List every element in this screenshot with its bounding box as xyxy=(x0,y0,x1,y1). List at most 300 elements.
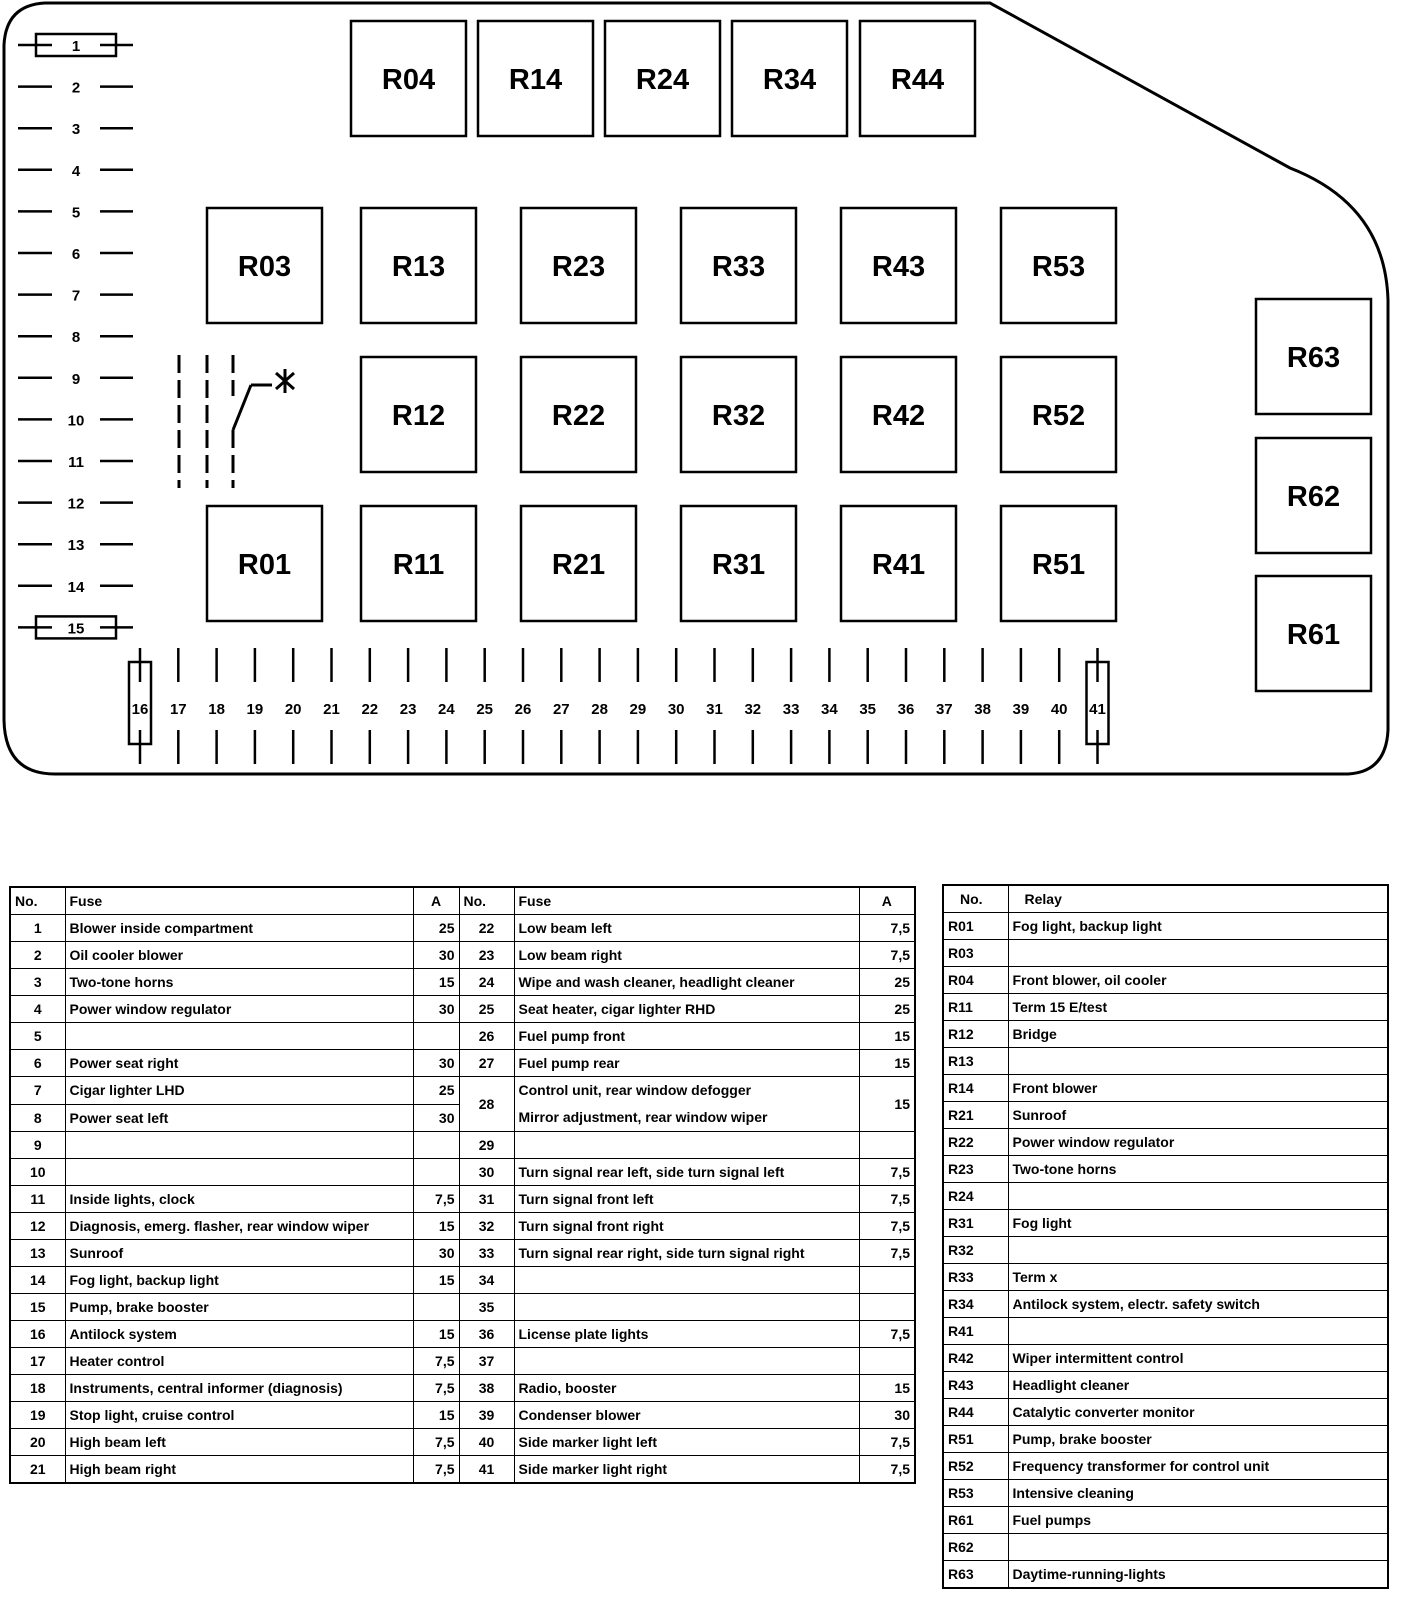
fuse-number: 11 xyxy=(68,454,84,471)
relay-desc-cell: Headlight cleaner xyxy=(1008,1372,1388,1399)
fuse-amp-cell xyxy=(859,1294,915,1321)
fuse-amp-cell: 7,5 xyxy=(859,1456,915,1484)
fuse-27 xyxy=(553,648,570,764)
header-no: No. xyxy=(459,887,514,915)
relay-label: R52 xyxy=(1031,400,1086,432)
fuse-desc-cell: Seat heater, cigar lighter RHD xyxy=(514,996,859,1023)
relay-desc-cell xyxy=(1008,1048,1388,1075)
fuse-amp-cell: 7,5 xyxy=(413,1375,459,1402)
relay-no-cell: R34 xyxy=(943,1291,1008,1318)
fuse-amp-cell xyxy=(413,1294,459,1321)
header-no: No. xyxy=(943,885,1008,913)
fuse-no-cell: 8 xyxy=(10,1104,65,1132)
fuse-no-cell: 21 xyxy=(10,1456,65,1484)
table-row xyxy=(943,1129,1388,1156)
fuse-number: 29 xyxy=(629,701,647,718)
relay-desc-cell: Fog light xyxy=(1008,1210,1388,1237)
relay-r62 xyxy=(1256,438,1371,553)
fuse-8 xyxy=(18,329,133,346)
fuse-desc-cell: Cigar lighter LHD xyxy=(65,1077,413,1105)
fuse-desc-cell: Low beam right xyxy=(514,942,859,969)
fuse-35 xyxy=(859,648,876,764)
fuse-desc-cell: Turn signal front right xyxy=(514,1213,859,1240)
fuse-number: 32 xyxy=(744,701,762,718)
fuse-number: 20 xyxy=(284,701,302,718)
relay-desc-cell: Front blower, oil cooler xyxy=(1008,967,1388,994)
fuse-amp-cell: 15 xyxy=(413,1267,459,1294)
fuse-amp-cell: 15 xyxy=(413,969,459,996)
fuse-desc-cell: Fog light, backup light xyxy=(65,1267,413,1294)
switch-symbol xyxy=(179,355,294,488)
relay-desc-cell: Term 15 E/test xyxy=(1008,994,1388,1021)
fuse-number: 19 xyxy=(246,701,264,718)
fuse-23 xyxy=(400,648,417,764)
table-row xyxy=(10,1402,915,1429)
fuse-desc-cell: Turn signal front left xyxy=(514,1186,859,1213)
fuse-amp-cell: 15 xyxy=(413,1213,459,1240)
fuse-31 xyxy=(706,648,723,764)
relay-no-cell: R41 xyxy=(943,1318,1008,1345)
fuse-amp-cell: 25 xyxy=(413,1077,459,1105)
fuse-desc-cell: Turn signal rear left, side turn signal left xyxy=(514,1159,859,1186)
table-row xyxy=(943,994,1388,1021)
relay-label: R14 xyxy=(508,64,563,96)
fuse-22 xyxy=(361,648,378,764)
table-row xyxy=(943,1048,1388,1075)
fuse-number: 23 xyxy=(399,701,417,718)
fuse-40 xyxy=(1051,648,1068,764)
fuse-no-cell: 39 xyxy=(459,1402,514,1429)
fuse-no-cell: 37 xyxy=(459,1348,514,1375)
fuse-number: 22 xyxy=(361,701,379,718)
fuse-desc-cell: Side marker light right xyxy=(514,1456,859,1484)
table-row xyxy=(943,967,1388,994)
fuse-amp-cell: 7,5 xyxy=(413,1186,459,1213)
fuse-amp-cell xyxy=(859,1348,915,1375)
relay-no-cell: R11 xyxy=(943,994,1008,1021)
fuse-no-cell: 23 xyxy=(459,942,514,969)
fuse-amp-cell: 30 xyxy=(413,942,459,969)
fuse-no-cell: 24 xyxy=(459,969,514,996)
relay-r03 xyxy=(207,208,322,323)
fuse-no-cell: 36 xyxy=(459,1321,514,1348)
fuse-28 xyxy=(591,648,608,764)
fuse-no-cell: 33 xyxy=(459,1240,514,1267)
relay-no-cell: R52 xyxy=(943,1453,1008,1480)
fuse-number: 9 xyxy=(71,370,81,388)
fuse-number: 30 xyxy=(667,701,685,718)
fuse-number: 10 xyxy=(67,412,85,430)
fuse-amp-cell xyxy=(413,1023,459,1050)
relay-desc-cell xyxy=(1008,940,1388,967)
fuse-desc-cell xyxy=(514,1294,859,1321)
fuse-desc-cell: Fuel pump rear xyxy=(514,1050,859,1077)
relay-r63 xyxy=(1256,299,1371,414)
relay-r22 xyxy=(521,357,636,472)
fuse-desc-cell: Low beam left xyxy=(514,915,859,942)
fuse-amp-cell: 7,5 xyxy=(859,1321,915,1348)
fuse-no-cell: 10 xyxy=(10,1159,65,1186)
table-row xyxy=(943,913,1388,940)
fuse-desc-cell: Blower inside compartment xyxy=(65,915,413,942)
fuse-desc-cell: Power seat right xyxy=(65,1050,413,1077)
fuse-desc-cell xyxy=(65,1023,413,1050)
fuse-no-cell: 26 xyxy=(459,1023,514,1050)
relay-label: R31 xyxy=(711,549,766,581)
fuse-desc-line: Mirror adjustment, rear window wiper xyxy=(518,1109,768,1125)
relay-label: R21 xyxy=(551,549,606,581)
fuse-no-cell: 15 xyxy=(10,1294,65,1321)
fuse-amp-cell: 7,5 xyxy=(859,1240,915,1267)
relay-no-cell: R32 xyxy=(943,1237,1008,1264)
fuse-no-cell: 29 xyxy=(459,1132,514,1159)
fuse-number: 31 xyxy=(706,701,723,718)
fuse-desc-cell: Instruments, central informer (diagnosis) xyxy=(65,1375,413,1402)
table-row xyxy=(943,1156,1388,1183)
relay-label: R03 xyxy=(237,251,292,283)
fuse-no-cell: 22 xyxy=(459,915,514,942)
fuse-number: 6 xyxy=(71,246,81,263)
fuse-desc-cell: Power window regulator xyxy=(65,996,413,1023)
fuse-amp-cell: 15 xyxy=(859,1050,915,1077)
fuse-amp-cell: 7,5 xyxy=(413,1429,459,1456)
table-row xyxy=(10,1077,915,1105)
fuse-39 xyxy=(1013,648,1030,764)
fuse-amp-cell: 15 xyxy=(413,1402,459,1429)
table-row xyxy=(10,1456,915,1484)
table-row xyxy=(10,1267,915,1294)
fuse-no-cell: 4 xyxy=(10,996,65,1023)
fuse-number: 3 xyxy=(71,121,81,139)
relay-label: R01 xyxy=(237,549,292,581)
fuse-number: 38 xyxy=(974,701,991,718)
fuse-desc-cell xyxy=(514,1348,859,1375)
relay-desc-cell: Frequency transformer for control unit xyxy=(1008,1453,1388,1480)
relay-no-cell: R01 xyxy=(943,913,1008,940)
fuse-desc-cell: Inside lights, clock xyxy=(65,1186,413,1213)
table-row xyxy=(943,1480,1388,1507)
fuse-desc-cell xyxy=(65,1132,413,1159)
relay-r34 xyxy=(732,21,847,136)
table-row xyxy=(10,1186,915,1213)
table-row xyxy=(10,1240,915,1267)
fuse-amp-cell: 7,5 xyxy=(859,915,915,942)
relay-no-cell: R12 xyxy=(943,1021,1008,1048)
relay-no-cell: R44 xyxy=(943,1399,1008,1426)
relay-r12 xyxy=(361,357,476,472)
fuse-37 xyxy=(936,648,953,764)
table-row xyxy=(943,1561,1388,1589)
relay-label: R33 xyxy=(711,251,766,283)
relay-r14 xyxy=(478,21,593,136)
relay-label: R22 xyxy=(551,400,606,432)
fuse-number: 2 xyxy=(71,79,81,97)
relay-label: R53 xyxy=(1031,251,1086,283)
fuse-desc-cell: Two-tone horns xyxy=(65,969,413,996)
fuse-13 xyxy=(18,537,133,554)
fuse-amp-cell: 15 xyxy=(859,1077,915,1132)
fuse-no-cell: 3 xyxy=(10,969,65,996)
fuse-number: 40 xyxy=(1050,701,1068,718)
fuse-7 xyxy=(18,288,133,305)
table-row xyxy=(10,1429,915,1456)
fuse-12 xyxy=(18,496,133,513)
table-row xyxy=(943,940,1388,967)
fuse-desc-cell: License plate lights xyxy=(514,1321,859,1348)
table-row xyxy=(943,1210,1388,1237)
fuse-amp-cell: 15 xyxy=(859,1023,915,1050)
table-row xyxy=(943,1075,1388,1102)
relay-no-cell: R62 xyxy=(943,1534,1008,1561)
fuse-number: 25 xyxy=(476,701,494,718)
table-row xyxy=(943,1237,1388,1264)
header-fuse: Fuse xyxy=(65,887,413,915)
fuse-no-cell: 32 xyxy=(459,1213,514,1240)
relay-r43 xyxy=(841,208,956,323)
relay-r13 xyxy=(361,208,476,323)
fuse-number: 13 xyxy=(67,537,85,555)
table-row xyxy=(10,1132,915,1159)
fuse-desc-cell: Pump, brake booster xyxy=(65,1294,413,1321)
fuse-number: 18 xyxy=(208,701,225,718)
fuse-number: 27 xyxy=(552,701,570,718)
fuse-amp-cell: 7,5 xyxy=(859,942,915,969)
table-row xyxy=(943,1291,1388,1318)
fuse-no-cell: 1 xyxy=(10,915,65,942)
relay-no-cell: R13 xyxy=(943,1048,1008,1075)
fuse-21 xyxy=(323,648,340,764)
fuse-amp-cell: 30 xyxy=(413,1050,459,1077)
fuse-desc-cell: Radio, booster xyxy=(514,1375,859,1402)
fuse-number: 16 xyxy=(131,701,149,718)
relay-label: R11 xyxy=(392,549,445,581)
fuse-4 xyxy=(18,163,133,180)
header-fuse: Fuse xyxy=(514,887,859,915)
fuse-amp-cell: 25 xyxy=(859,996,915,1023)
relay-sockets xyxy=(207,21,1371,691)
fuse-no-cell: 31 xyxy=(459,1186,514,1213)
table-row xyxy=(943,1399,1388,1426)
fuse-number: 7 xyxy=(71,287,81,305)
fuse-10 xyxy=(18,412,133,429)
fuse-amp-cell: 15 xyxy=(413,1321,459,1348)
relay-r23 xyxy=(521,208,636,323)
fuse-amp-cell: 25 xyxy=(859,969,915,996)
header-relay: Relay xyxy=(1008,885,1388,913)
relay-no-cell: R03 xyxy=(943,940,1008,967)
fuse-desc-cell: Turn signal rear right, side turn signal right xyxy=(514,1240,859,1267)
relay-desc-cell xyxy=(1008,1237,1388,1264)
relay-label: R34 xyxy=(762,64,817,96)
relay-label: R44 xyxy=(890,64,945,96)
fuse-amp-cell: 7,5 xyxy=(859,1429,915,1456)
fuse-38 xyxy=(974,648,991,764)
fuse-20 xyxy=(285,648,302,764)
fuse-desc-cell: High beam right xyxy=(65,1456,413,1484)
relay-desc-cell: Pump, brake booster xyxy=(1008,1426,1388,1453)
fuse-table-header xyxy=(10,887,915,915)
table-row xyxy=(10,1159,915,1186)
relay-desc-cell xyxy=(1008,1318,1388,1345)
fuse-15 xyxy=(18,616,133,638)
fuse-no-cell: 17 xyxy=(10,1348,65,1375)
fuse-18 xyxy=(208,648,225,764)
fuse-box-diagram xyxy=(0,0,1408,790)
relay-no-cell: R51 xyxy=(943,1426,1008,1453)
relay-label: R32 xyxy=(711,400,766,432)
relay-no-cell: R22 xyxy=(943,1129,1008,1156)
fuse-number: 26 xyxy=(514,701,532,718)
fuse-no-cell: 11 xyxy=(10,1186,65,1213)
fuse-desc-cell: Antilock system xyxy=(65,1321,413,1348)
fuse-6 xyxy=(18,246,133,263)
fuse-desc-line: Control unit, rear window defogger xyxy=(518,1082,752,1098)
relay-r42 xyxy=(841,357,956,472)
relay-r52 xyxy=(1001,357,1116,472)
fuse-1 xyxy=(18,34,133,56)
fuse-amp-cell: 7,5 xyxy=(413,1348,459,1375)
relay-no-cell: R53 xyxy=(943,1480,1008,1507)
relay-no-cell: R42 xyxy=(943,1345,1008,1372)
relay-label: R12 xyxy=(391,400,446,432)
fuse-number: 39 xyxy=(1012,701,1030,718)
relay-r21 xyxy=(521,506,636,621)
table-row xyxy=(10,915,915,942)
fuse-no-cell: 27 xyxy=(459,1050,514,1077)
fuse-no-cell: 19 xyxy=(10,1402,65,1429)
fuse-19 xyxy=(247,648,264,764)
relay-desc-cell: Fuel pumps xyxy=(1008,1507,1388,1534)
table-row xyxy=(10,942,915,969)
fuse-number: 34 xyxy=(821,701,838,718)
fuse-amp-cell xyxy=(413,1132,459,1159)
relay-no-cell: R04 xyxy=(943,967,1008,994)
fuse-no-cell: 5 xyxy=(10,1023,65,1050)
fuse-no-cell: 40 xyxy=(459,1429,514,1456)
relay-no-cell: R61 xyxy=(943,1507,1008,1534)
relay-r32 xyxy=(681,357,796,472)
fuse-amp-cell: 25 xyxy=(413,915,459,942)
relay-label: R23 xyxy=(551,251,606,283)
fuse-amp-cell xyxy=(859,1267,915,1294)
fuse-no-cell: 28 xyxy=(459,1077,514,1132)
fuse-desc-cell: Wipe and wash cleaner, headlight cleaner xyxy=(514,969,859,996)
fuse-25 xyxy=(476,648,493,764)
fuse-9 xyxy=(18,371,133,388)
relay-r41 xyxy=(841,506,956,621)
fuse-3 xyxy=(18,121,133,138)
relay-no-cell: R24 xyxy=(943,1183,1008,1210)
relay-r53 xyxy=(1001,208,1116,323)
table-row xyxy=(943,1534,1388,1561)
fuse-amp-cell xyxy=(859,1132,915,1159)
fuse-desc-cell: Stop light, cruise control xyxy=(65,1402,413,1429)
relay-r33 xyxy=(681,208,796,323)
relay-label: R24 xyxy=(635,64,690,96)
fuse-desc-cell: High beam left xyxy=(65,1429,413,1456)
fuse-29 xyxy=(630,648,647,764)
relay-desc-cell: Sunroof xyxy=(1008,1102,1388,1129)
fuse-desc-cell: Condenser blower xyxy=(514,1402,859,1429)
relay-r61 xyxy=(1256,576,1371,691)
relay-desc-cell: Bridge xyxy=(1008,1021,1388,1048)
fuse-amp-cell xyxy=(413,1159,459,1186)
relay-desc-cell xyxy=(1008,1534,1388,1561)
fuse-no-cell: 6 xyxy=(10,1050,65,1077)
relay-r11 xyxy=(361,506,476,621)
fuse-number: 15 xyxy=(67,620,85,638)
fuse-no-cell: 20 xyxy=(10,1429,65,1456)
relay-label: R04 xyxy=(381,64,436,96)
fuse-no-cell: 41 xyxy=(459,1456,514,1484)
table-row xyxy=(943,1426,1388,1453)
relay-desc-cell: Front blower xyxy=(1008,1075,1388,1102)
fuse-amp-cell: 7,5 xyxy=(859,1159,915,1186)
fuse-amp-cell: 30 xyxy=(413,996,459,1023)
table-row xyxy=(10,1321,915,1348)
relay-label: R43 xyxy=(871,251,926,283)
fuse-17 xyxy=(170,648,187,764)
fuse-no-cell: 34 xyxy=(459,1267,514,1294)
relay-desc-cell: Fog light, backup light xyxy=(1008,913,1388,940)
fuse-no-cell: 38 xyxy=(459,1375,514,1402)
relay-desc-cell: Daytime-running-lights xyxy=(1008,1561,1388,1589)
relay-desc-cell: Antilock system, electr. safety switch xyxy=(1008,1291,1388,1318)
fuse-number: 8 xyxy=(71,329,81,347)
relay-r24 xyxy=(605,21,720,136)
fuse-16 xyxy=(129,648,151,764)
relay-no-cell: R23 xyxy=(943,1156,1008,1183)
fuse-34 xyxy=(821,648,838,764)
fuse-number: 17 xyxy=(169,701,187,718)
relay-label: R63 xyxy=(1286,342,1341,374)
fuse-amp-cell: 30 xyxy=(413,1240,459,1267)
fuse-number: 41 xyxy=(1089,701,1106,718)
relay-r51 xyxy=(1001,506,1116,621)
fuse-number: 4 xyxy=(71,162,81,180)
fuse-number: 12 xyxy=(67,495,85,513)
relay-no-cell: R43 xyxy=(943,1372,1008,1399)
fuse-number: 33 xyxy=(782,701,800,718)
relay-r31 xyxy=(681,506,796,621)
fuse-11 xyxy=(18,454,133,471)
fuse-36 xyxy=(898,648,915,764)
fuse-desc-cell xyxy=(514,1077,859,1132)
fuse-desc-cell: Power seat left xyxy=(65,1104,413,1132)
fuse-number: 5 xyxy=(71,204,81,222)
table-row xyxy=(943,1183,1388,1210)
table-row xyxy=(943,1453,1388,1480)
fuse-amp-cell: 7,5 xyxy=(413,1456,459,1484)
fuse-no-cell: 30 xyxy=(459,1159,514,1186)
fuse-number: 1 xyxy=(71,38,81,55)
fuse-30 xyxy=(668,648,685,764)
fuse-no-cell: 14 xyxy=(10,1267,65,1294)
fuse-2 xyxy=(18,80,133,97)
table-row xyxy=(10,1375,915,1402)
relay-no-cell: R21 xyxy=(943,1102,1008,1129)
table-row xyxy=(10,1050,915,1077)
fuse-amp-cell: 7,5 xyxy=(859,1213,915,1240)
fuse-amp-cell: 30 xyxy=(413,1104,459,1132)
relay-desc-cell: Catalytic converter monitor xyxy=(1008,1399,1388,1426)
fuse-no-cell: 16 xyxy=(10,1321,65,1348)
fuse-32 xyxy=(744,648,761,764)
relay-no-cell: R14 xyxy=(943,1075,1008,1102)
relay-desc-cell: Wiper intermittent control xyxy=(1008,1345,1388,1372)
relay-label: R62 xyxy=(1286,481,1341,513)
table-row xyxy=(943,1372,1388,1399)
